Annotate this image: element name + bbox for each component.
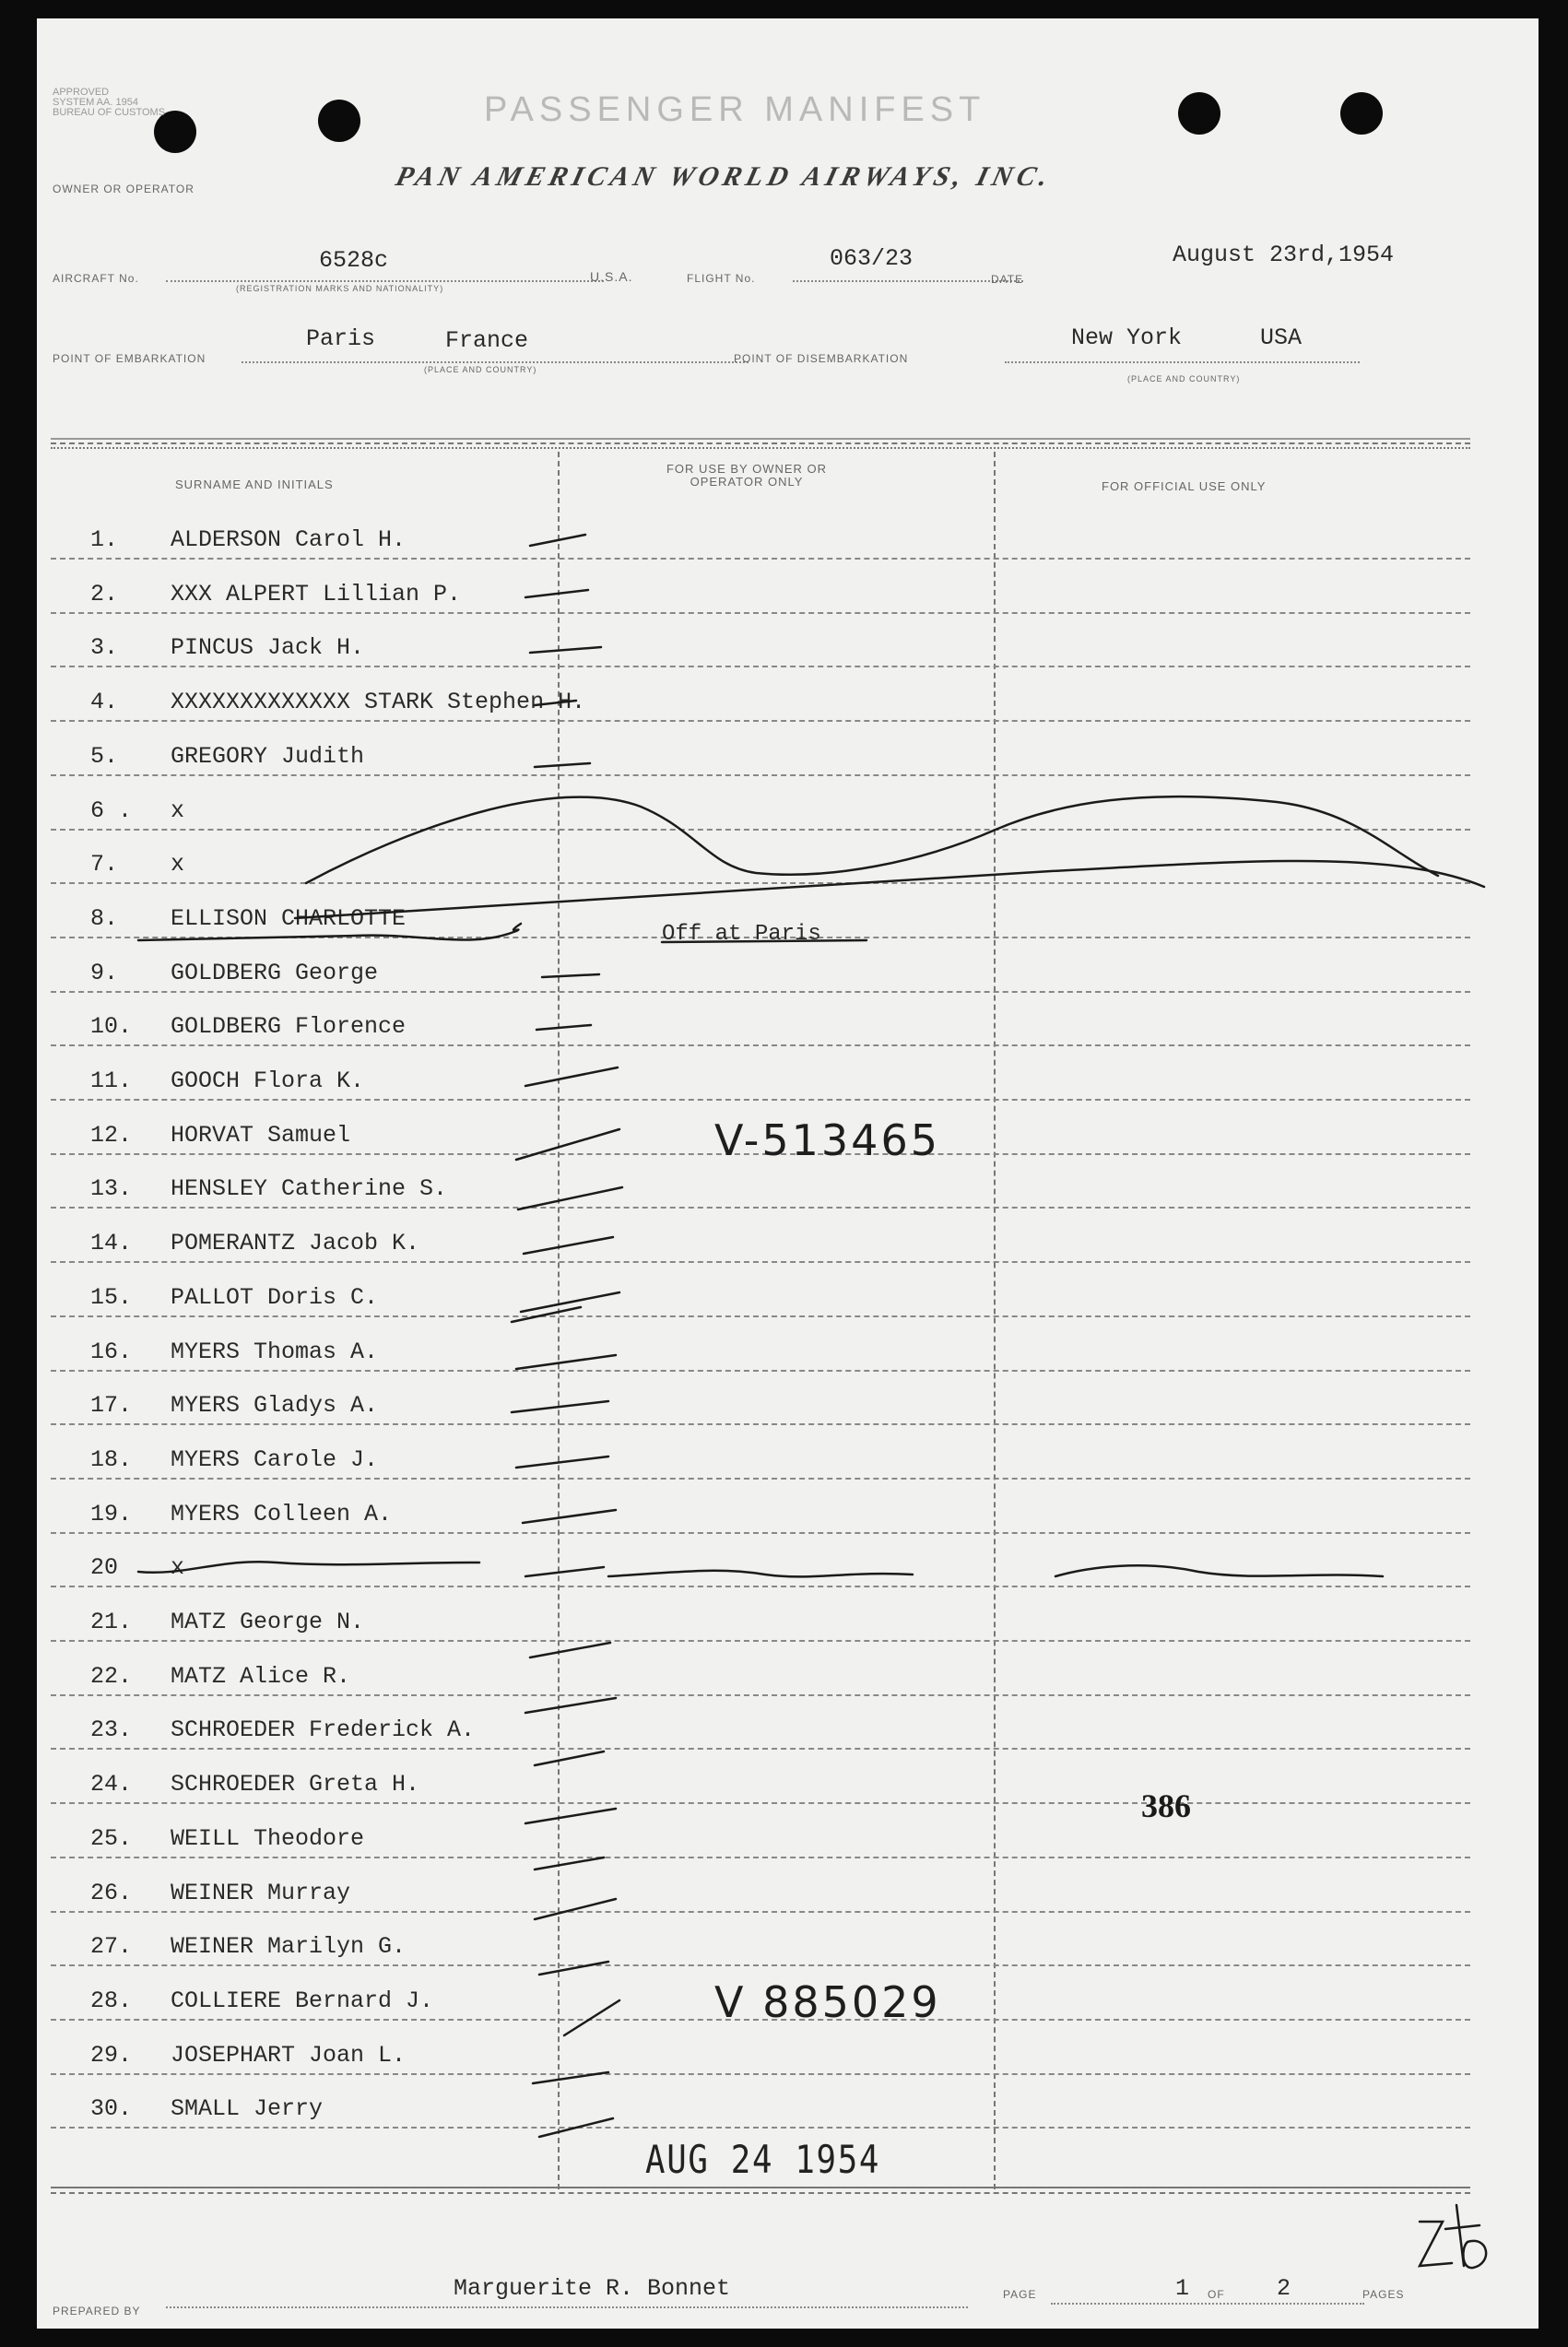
row-number: 15. — [90, 1284, 133, 1311]
row-number: 11. — [90, 1067, 133, 1094]
passenger-name: POMERANTZ Jacob K. — [171, 1230, 420, 1256]
form-approval-stamp: APPROVED SYSTEM AA. 1954 BUREAU OF CUSTOMS — [53, 87, 166, 118]
row-number: 29. — [90, 2042, 133, 2069]
disembark-place-note: (PLACE AND COUNTRY) — [1127, 374, 1241, 383]
page-label: PAGE — [1003, 2288, 1037, 2301]
row-number: 5. — [90, 743, 119, 770]
row-number: 2. — [90, 581, 119, 607]
row-number: 1. — [90, 526, 119, 553]
row-number: 12. — [90, 1122, 133, 1149]
row-number: 16. — [90, 1339, 133, 1365]
embark-label: POINT OF EMBARKATION — [53, 352, 206, 365]
row-number: 26. — [90, 1880, 133, 1906]
col-header-names: SURNAME AND INITIALS — [175, 478, 334, 491]
passenger-name: SCHROEDER Greta H. — [171, 1771, 420, 1798]
manifest-page — [37, 18, 1539, 2329]
passenger-name: MYERS Colleen A. — [171, 1501, 393, 1527]
passenger-name: GREGORY Judith — [171, 743, 365, 770]
owner-value: PAN AMERICAN WORLD AIRWAYS, INC. — [393, 161, 1055, 192]
row-number: 19. — [90, 1501, 133, 1527]
passenger-name: x — [171, 851, 185, 878]
row-number: 23. — [90, 1716, 133, 1743]
date-label: DATE — [991, 273, 1024, 286]
row-number: 3. — [90, 634, 119, 661]
usa-label: U.S.A. — [590, 269, 633, 284]
passenger-name: MYERS Gladys A. — [171, 1392, 379, 1419]
passenger-name: GOOCH Flora K. — [171, 1067, 365, 1094]
row-number: 14. — [90, 1230, 133, 1256]
disembark-label: POINT OF DISEMBARKATION — [734, 352, 909, 365]
page-title: PASSENGER MANIFEST — [484, 90, 986, 129]
passenger-name: x — [171, 797, 185, 824]
row-number: 8. — [90, 905, 119, 932]
prepared-by-value: Marguerite R. Bonnet — [454, 2275, 731, 2302]
aircraft-value: 6528c — [319, 247, 389, 274]
passenger-name: PALLOT Doris C. — [171, 1284, 379, 1311]
registration-note: (REGISTRATION MARKS AND NATIONALITY) — [236, 284, 444, 293]
row-number: 22. — [90, 1663, 133, 1690]
flight-label: FLIGHT No. — [687, 272, 756, 285]
row-number: 18. — [90, 1446, 133, 1473]
row-number: 28. — [90, 1987, 133, 2014]
passenger-name: ELLISON CHARLOTTE — [171, 905, 407, 932]
col-header-owner: FOR USE BY OWNER OR OPERATOR ONLY — [666, 462, 828, 489]
row-number: 6 . — [90, 797, 133, 824]
owner-label: OWNER OR OPERATOR — [53, 183, 195, 195]
passenger-name: COLLIERE Bernard J. — [171, 1987, 434, 2014]
row-number: 4. — [90, 689, 119, 715]
passenger-name: HENSLEY Catherine S. — [171, 1175, 448, 1202]
embark-country: France — [445, 327, 529, 354]
passenger-name: JOSEPHART Joan L. — [171, 2042, 407, 2069]
disembark-country: USA — [1260, 324, 1303, 351]
passenger-name: SMALL Jerry — [171, 2095, 324, 2122]
row-number: 21. — [90, 1609, 133, 1635]
passenger-name: HORVAT Samuel — [171, 1122, 351, 1149]
col-header-official: FOR OFFICIAL USE ONLY — [1102, 479, 1267, 493]
page-total: 2 — [1277, 2275, 1291, 2302]
passenger-name: PINCUS Jack H. — [171, 634, 365, 661]
date-value: August 23rd,1954 — [1173, 242, 1395, 268]
row-number: 30. — [90, 2095, 133, 2122]
prepared-by-label: PREPARED BY — [53, 2305, 141, 2318]
passenger-name: SCHROEDER Frederick A. — [171, 1716, 476, 1743]
passenger-name: XXXXXXXXXXXXX STARK Stephen H. — [171, 689, 586, 715]
passenger-name: GOLDBERG George — [171, 960, 379, 986]
disembark-city: New York — [1071, 324, 1183, 351]
embark-place-note: (PLACE AND COUNTRY) — [424, 365, 537, 374]
passenger-count: 386 — [1141, 1787, 1191, 1824]
flight-value: 063/23 — [830, 245, 914, 272]
passenger-name: MATZ Alice R. — [171, 1663, 351, 1690]
row-number: 24. — [90, 1771, 133, 1798]
passenger-name: ALDERSON Carol H. — [171, 526, 407, 553]
aircraft-label: AIRCRAFT No. — [53, 272, 139, 285]
row-number: 20 — [90, 1554, 119, 1581]
pages-label: PAGES — [1362, 2288, 1405, 2301]
passenger-name: XXX ALPERT Lillian P. — [171, 581, 462, 607]
passenger-name: MYERS Carole J. — [171, 1446, 379, 1473]
passenger-name: WEILL Theodore — [171, 1825, 365, 1852]
row-number: 9. — [90, 960, 119, 986]
embark-city: Paris — [306, 325, 376, 352]
passenger-name: WEINER Murray — [171, 1880, 351, 1906]
row-number: 25. — [90, 1825, 133, 1852]
row-number: 7. — [90, 851, 119, 878]
row-number: 13. — [90, 1175, 133, 1202]
page-number: 1 — [1175, 2275, 1190, 2302]
passenger-name: x — [171, 1554, 185, 1581]
visa-number-12: V-513465 — [714, 1115, 940, 1165]
row-number: 17. — [90, 1392, 133, 1419]
passenger-name: MYERS Thomas A. — [171, 1339, 379, 1365]
passenger-name: GOLDBERG Florence — [171, 1013, 407, 1040]
off-note: Off at Paris — [662, 922, 821, 947]
passenger-name: MATZ George N. — [171, 1609, 365, 1635]
passenger-name: WEINER Marilyn G. — [171, 1933, 407, 1960]
received-date-stamp: AUG 24 1954 — [645, 2137, 881, 2182]
visa-number-28: V 885029 — [714, 1977, 941, 2027]
of-label: OF — [1208, 2288, 1225, 2301]
row-number: 27. — [90, 1933, 133, 1960]
row-number: 10. — [90, 1013, 133, 1040]
